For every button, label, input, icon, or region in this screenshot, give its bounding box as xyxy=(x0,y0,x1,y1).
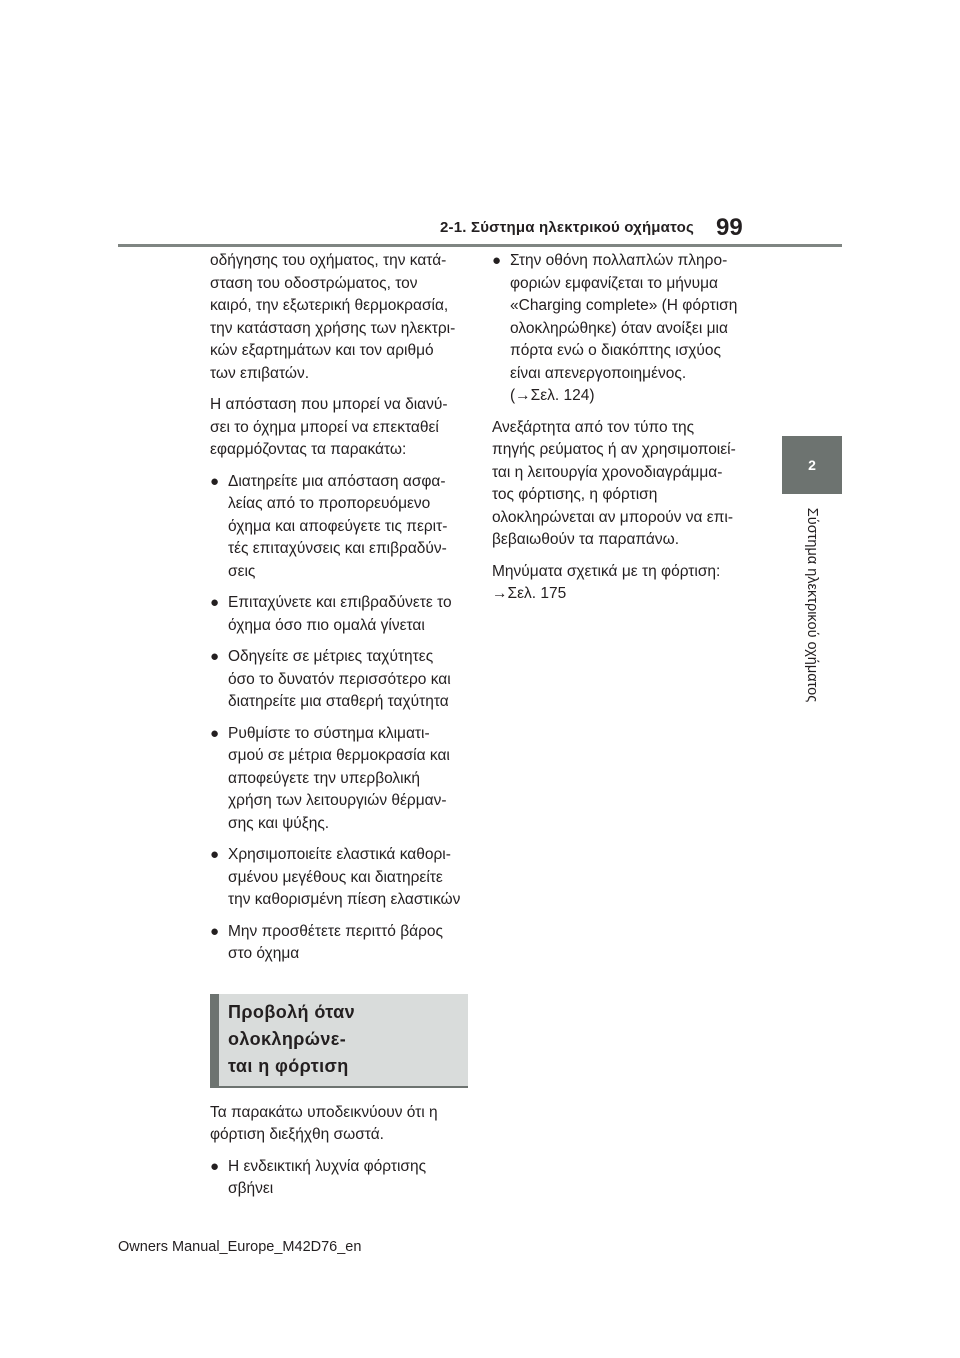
list-item-text: Στην οθόνη πολλαπλών πληρο- φοριών εμφανίζεται το μήνυμα «Charging complete» (Η φόρτιση ολοκληρώθηκε) όταν ανοίξει μια πόρτα ενώ ο διακόπτης ισχύος είναι απενεργοποιημένος. (→Σελ. 124) xyxy=(510,252,738,404)
paragraph: Ανεξάρτητα από τον τύπο της πηγής ρεύματος ή αν χρησιμοποιεί- ται η λειτουργία χρονοδιαγράμμα- τος φόρτισης, η φόρτιση ολοκληρώνεται αν μπορούν να επι- βεβαιωθούν τα παραπάνω. xyxy=(492,418,736,548)
page-number: 99 xyxy=(716,214,743,241)
list-item-text: Επιταχύνετε και επιβραδύνετε το όχημα όσο πιο ομαλά γίνεται xyxy=(228,594,452,634)
paragraph: οδήγησης του οχήματος, την κατά- σταση του οδοστρώματος, τον καιρό, την εξωτερική θερμοκρασία, την κατάσταση χρήσης των ηλεκτρι- κών εξαρτημάτων και τον αριθμό των επιβατών. xyxy=(210,252,456,382)
bullet-icon: ● xyxy=(210,724,220,742)
paragraph: Τα παρακάτω υποδεικνύουν ότι η φόρτιση διεξήχθη σωστά. xyxy=(210,1103,438,1143)
list-item xyxy=(210,471,472,584)
section-heading: Προβολή όταν ολοκληρώνε- ται η φόρτιση xyxy=(228,1001,356,1076)
list-item xyxy=(210,921,472,966)
list-item xyxy=(210,592,472,637)
bullet-icon: ● xyxy=(210,922,220,940)
list-item xyxy=(492,250,754,408)
footer-manual-id: Owners Manual_Europe_M42D76_en xyxy=(118,1239,362,1255)
paragraph: Μηνύματα σχετικά με τη φόρτιση: →Σελ. 175 xyxy=(492,562,721,602)
list-item xyxy=(210,844,472,912)
bullet-icon: ● xyxy=(210,648,220,665)
header-divider xyxy=(118,244,842,247)
list-item-text: Οδηγείτε σε μέτριες ταχύτητες όσο το δυνατόν περισσότερο και διατηρείτε μια σταθερή ταχύτητα xyxy=(228,648,451,710)
bullet-icon: ● xyxy=(492,252,502,269)
list-item-text: Διατηρείτε μια απόσταση ασφα- λείας από το προπορευόμενο όχημα και αποφεύγετε τις περιτ- τές επιταχύνσεις και επιβραδύν- σεις xyxy=(228,472,448,580)
right-column xyxy=(492,250,754,615)
list-item-text: Μην προσθέτετε περιττό βάρος στο όχημα xyxy=(228,922,444,962)
paragraph: Η απόσταση που μπορεί να διανύ- σει το όχημα μπορεί να επεκταθεί εφαρμόζοντας τα παρακάτω: xyxy=(210,396,448,458)
chapter-side-label: Σύστημα ηλεκτρικού οχήματος xyxy=(804,507,820,703)
list-item-text: Χρησιμοποιείτε ελαστικά καθορι- σμένου μεγέθους και διατηρείτε την καθορισμένη πίεση ελαστικών xyxy=(228,846,461,908)
bullet-icon: ● xyxy=(210,594,220,611)
bullet-icon: ● xyxy=(210,1157,220,1175)
section-title: 2-1. Σύστημα ηλεκτρικού οχήματος xyxy=(440,219,694,236)
bullet-icon: ● xyxy=(210,472,220,490)
list-item xyxy=(210,646,472,714)
list-item-text: Η ενδεικτική λυχνία φόρτισης σβήνει xyxy=(228,1157,427,1197)
list-item xyxy=(210,723,472,836)
list-item-text: Ρυθμίστε το σύστημα κλιματι- σμού σε μέτρια θερμοκρασία και αποφεύγετε την υπερβολική χρήση των λειτουργιών θέρμαν- σης και ψύξης. xyxy=(228,724,450,832)
section-heading-box xyxy=(210,994,468,1088)
chapter-tab: 2 xyxy=(782,436,842,494)
bullet-icon: ● xyxy=(210,846,220,863)
list-item xyxy=(210,1156,472,1201)
left-column xyxy=(210,250,472,1210)
